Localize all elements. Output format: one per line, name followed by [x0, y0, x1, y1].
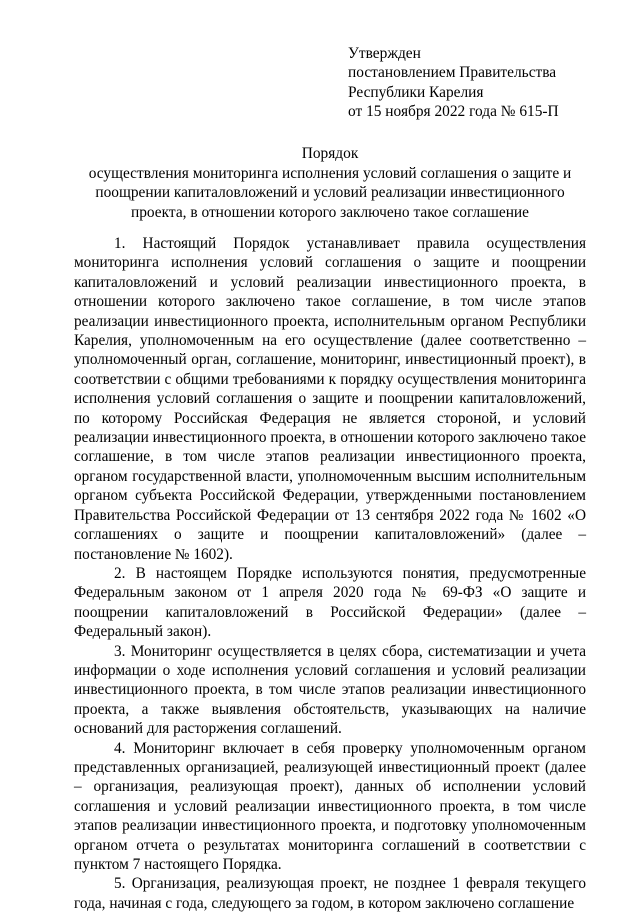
paragraph-4: 4. Мониторинг включает в себя проверку уполномоченным органом представленных организацией, реализующей инвестиционный проект (далее – организация, реализующая проект), данных об исполнении условий соглашения и условий реализации инвестиционного проекта, в том числе этапов реализации инвестиционного проекта, и подготовку уполномоченным органом отчета о результатах мониторинга соглашений в соответствии с пунктом 7 настоящего Порядка. [74, 739, 586, 873]
paragraph-5: 5. Организация, реализующая проект, не позднее 1 февраля текущего года, начиная с года, следующего за годом, в котором заключено соглашение [74, 875, 586, 912]
title-line: Порядок [301, 145, 359, 162]
title-line: поощрении капиталовложений и условий реализации инвестиционного [95, 184, 565, 201]
approval-line: от 15 ноября 2022 года № 615-П [348, 102, 559, 120]
approval-line: Республики Карелия [348, 83, 484, 101]
document-title [60, 144, 600, 222]
paragraph-2: 2. В настоящем Порядке используются понятия, предусмотренные Федеральным законом от 1 апреля 2020 года № 69-ФЗ «О защите и поощрении капиталовложений в Российской Федерации» (далее – Федеральный закон). [74, 564, 586, 641]
title-line: проекта, в отношении которого заключено такое соглашение [130, 203, 530, 221]
title-line: осуществления мониторинга исполнения условий соглашения о защите и [88, 164, 572, 182]
approval-stamp [348, 44, 608, 121]
paragraph-3: 3. Мониторинг осуществляется в целях сбора, систематизации и учета информации о ходе исполнения условий соглашения и условий реализации инвестиционного проекта, в том числе этапов реализации инвестиционного проекта, а также выявления обстоятельств, указывающих на наличие оснований для расторжения соглашений. [74, 642, 586, 738]
paragraph-1: 1. Настоящий Порядок устанавливает правила осуществления мониторинга исполнения условий соглашения о защите и поощрении капиталовложений и условий реализации инвестиционного проекта, в отношении которого заключено такое соглашение, в том числе этапов реализации инвестиционного проекта, исполнительным органом Республики Карелия, уполномоченным на его осуществление (далее соответственно – уполномоченный орган, соглашение, мониторинг, инвестиционный проект), в соответствии с общими требованиями к порядку осуществления мониторинга исполнения условий соглашения о защите и поощрении капиталовложений, по которому Российская Федерация не является стороной, и условий реализации инвестиционного проекта, в отношении которого заключено такое соглашение, в том числе этапов реализации инвестиционного проекта, органом государственной власти, уполномоченным высшим исполнительным органом субъекта Российской Федерации, утвержденными постановлением Правительства Российской Федерации от 13 сентября 2022 года № 1602 «О соглашениях о защите и поощрении капиталовложений» (далее – постановление № 1602). [74, 235, 587, 563]
document-body [74, 234, 586, 913]
approval-line: постановлением Правительства [348, 64, 557, 82]
approval-line: Утвержден [348, 45, 421, 62]
